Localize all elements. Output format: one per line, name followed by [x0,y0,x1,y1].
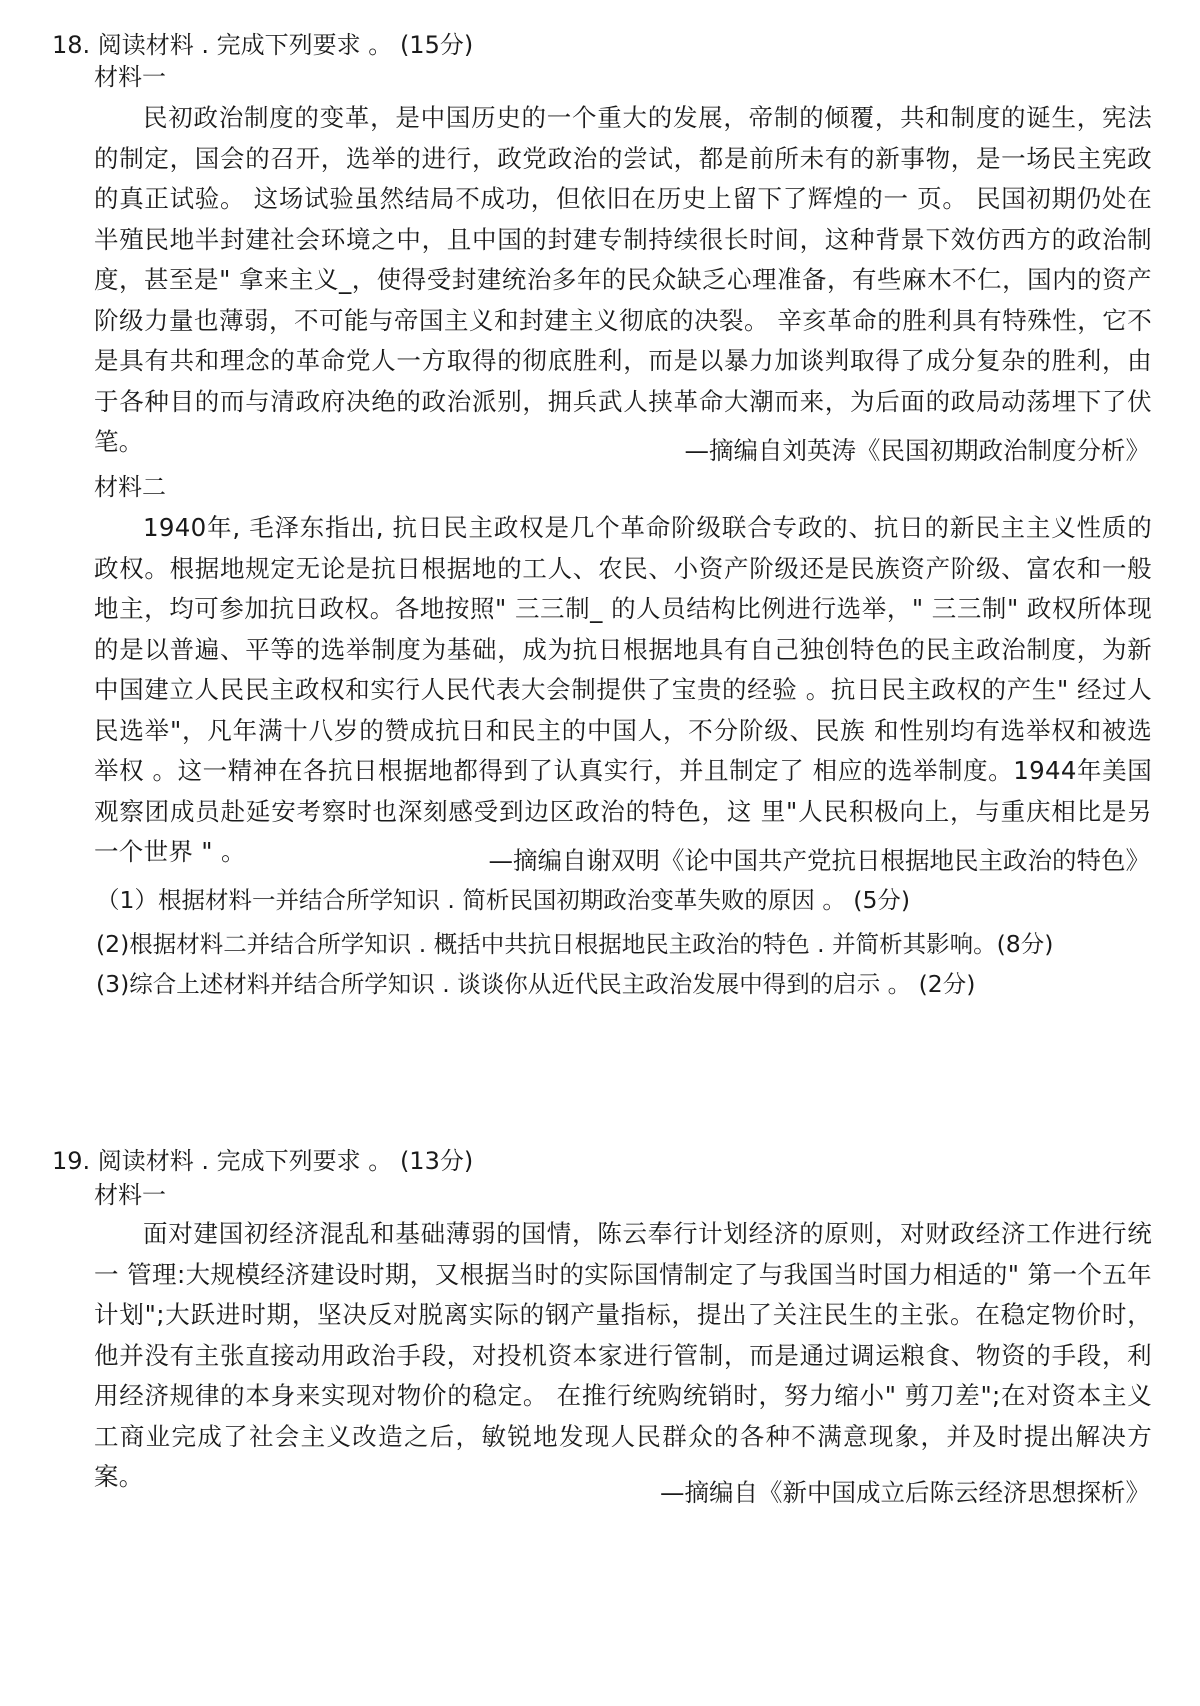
material-1-source: —摘编自刘英涛《民国初期政治制度分析》 [684,436,1150,465]
question-18-header: 18. 阅读材料 . 完成下列要求 。 (15分) [52,31,474,59]
material-2-source: —摘编自谢双明《论中国共产党抗日根据地民主政治的特色》 [488,846,1150,875]
material-2-label: 材料二 [94,473,166,501]
material-1-label: 材料一 [94,1181,166,1209]
sub-question-2: (2)根据材料二并结合所学知识 . 概括中共抗日根据地民主政治的特色 . 并简析其影响。(8分) [96,930,1054,958]
material-2-text: 1940年, 毛泽东指出, 抗日民主政权是几个革命阶级联合专政的、抗日的新民主主义性质的政权。根据地规定无论是抗日根据地的工人、农民、小资产阶级还是民族资产阶级、富农和一般地主，均可参加抗日政权。各地按照" 三三制_ 的人员结构比例进行选举，" 三三制" 政权所体现的是以普遍、平等的选举制度为基础，成为抗日根据地具有自己独创特色的民主政治制度，为新中国建立人民民主政权和实行人民代表大会制提供了宝贵的经验 。抗日民主政权的产生" 经过人民选举"，凡年满十八岁的赞成抗日和民主的中国人，不分阶级、民族 和性别均有选举权和被选举权 。这一精神在各抗日根据地都得到了认真实行，并且制定了 相应的选举制度。1944年美国观察团成员赴延安考察时也深刻感受到边区政治的特色，这 里"人民积极向上，与重庆相比是另一个世界 " 。 [94,513,1152,866]
sub-question-1: （1）根据材料一并结合所学知识 . 简析民国初期政治变革失败的原因 。 (5分) [96,886,911,914]
material-1-text: 民初政治制度的变革，是中国历史的一个重大的发展，帝制的倾覆，共和制度的诞生，宪法的制定，国会的召开，选举的进行，政党政治的尝试，都是前所未有的新事物，是一场民主宪政的真正试验。 这场试验虽然结局不成功，但依旧在历史上留下了辉煌的一 页。 民国初期仍处在半殖民地半封建社会环境之中，且中国的封建专制持续很长时间，这种背景下效仿西方的政治制度，甚至是" 拿来主义_，使得受封建统治多年的民众缺乏心理准备，有些麻木不仁，国内的资产阶级力量也薄弱，不可能与帝国主义和封建主义彻底的决裂。 辛亥革命的胜利具有特殊性，它不是具有共和理念的革命党人一方取得的彻底胜利，而是以暴力加谈判取得了成分复杂的胜利，由于各种目的而与清政府决绝的政治派别，拥兵武人挟革命大潮而来，为后面的政局动荡埋下了伏笔。 [94,103,1152,456]
question-19-header: 19. 阅读材料 . 完成下列要求 。 (13分) [52,1147,474,1175]
material-1-label: 材料一 [94,63,166,91]
material-1-source: —摘编自《新中国成立后陈云经济思想探析》 [660,1478,1150,1507]
material-1-text: 面对建国初经济混乱和基础薄弱的国情，陈云奉行计划经济的原则，对财政经济工作进行统一 管理:大规模经济建设时期，又根据当时的实际国情制定了与我国当时国力相适的" 第一个五年计划";大跃进时期，坚决反对脱离实际的钢产量指标，提出了关注民生的主张。在稳定物价时，他并没有主张直接动用政治手段，对投机资本家进行管制，而是通过调运粮食、物资的手段，利用经济规律的本身来实现对物价的稳定。 在推行统购统销时，努力缩小" 剪刀差";在对资本主义工商业完成了社会主义改造之后，敏锐地发现人民群众的各种不满意现象，并及时提出解决方案。 [94,1219,1152,1491]
sub-question-3: (3)综合上述材料并结合所学知识 . 谈谈你从近代民主政治发展中得到的启示 。 (2分) [96,970,976,998]
